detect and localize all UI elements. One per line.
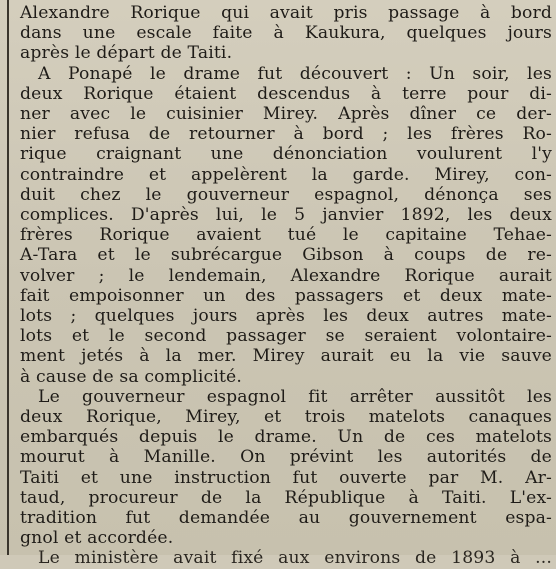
text-line: contraindre et appelèrent la garde. Mirey, con- — [20, 164, 552, 185]
paragraph-1 — [20, 3, 552, 64]
text-line: mourut à Manille. On prévint les autorités de — [20, 447, 552, 468]
text-line: Taiti et une instruction fut ouverte par M. Ar- — [20, 467, 552, 488]
text-line: fait empoisonner un des passagers et deux mate- — [20, 285, 552, 306]
text-line: A Ponapé le drame fut découvert : Un soir, les — [38, 63, 552, 84]
paragraph-3 — [20, 387, 552, 549]
text-line: ner avec le cuisinier Mirey. Après dîner ce der- — [20, 104, 552, 125]
text-line: nier refusa de retourner à bord ; les frères Ro- — [20, 124, 552, 145]
text-line: taud, procureur de la République à Taiti. L'ex- — [20, 487, 552, 508]
text-line: gnol et accordée. — [20, 528, 174, 549]
text-line: deux Rorique, Mirey, et trois matelots canaques — [20, 407, 552, 428]
cut-off-line: Le ministère avait fixé aux environs de 1893 à ... — [38, 548, 552, 569]
column-rule — [7, 0, 9, 555]
text-line: dans une escale faite à Kaukura, quelques jours — [20, 23, 552, 44]
text-line: embarqués depuis le drame. Un de ces matelots — [20, 427, 552, 448]
text-line: Le gouverneur espagnol fit arrêter aussitôt les — [38, 386, 552, 407]
article-column — [20, 3, 552, 569]
text-line: deux Rorique étaient descendus à terre pour di- — [20, 83, 552, 104]
text-line: lots ; quelques jours après les deux autres mate- — [20, 306, 552, 327]
text-line: tradition fut demandée au gouvernement espa- — [20, 508, 552, 529]
text-line: rique craignant une dénonciation voulurent l'y — [20, 144, 552, 165]
text-line: à cause de sa complicité. — [20, 366, 242, 387]
paragraph-2 — [20, 64, 552, 387]
text-line: lots et le second passager se seraient volontaire- — [20, 326, 552, 347]
text-line: ment jetés à la mer. Mirey aurait eu la vie sauve — [20, 346, 552, 367]
text-line: duit chez le gouverneur espagnol, dénonça ses — [20, 184, 552, 205]
text-line: A-Tara et le subrécargue Gibson à coups de re- — [20, 245, 552, 266]
text-line: volver ; le lendemain, Alexandre Rorique aurait — [20, 265, 552, 286]
text-line: frères Rorique avaient tué le capitaine Tehae- — [20, 225, 552, 246]
text-line: complices. D'après lui, le 5 janvier 1892, les deux — [20, 205, 552, 226]
text-line: après le départ de Taiti. — [20, 43, 233, 64]
text-line: Alexandre Rorique qui avait pris passage à bord — [20, 3, 552, 23]
